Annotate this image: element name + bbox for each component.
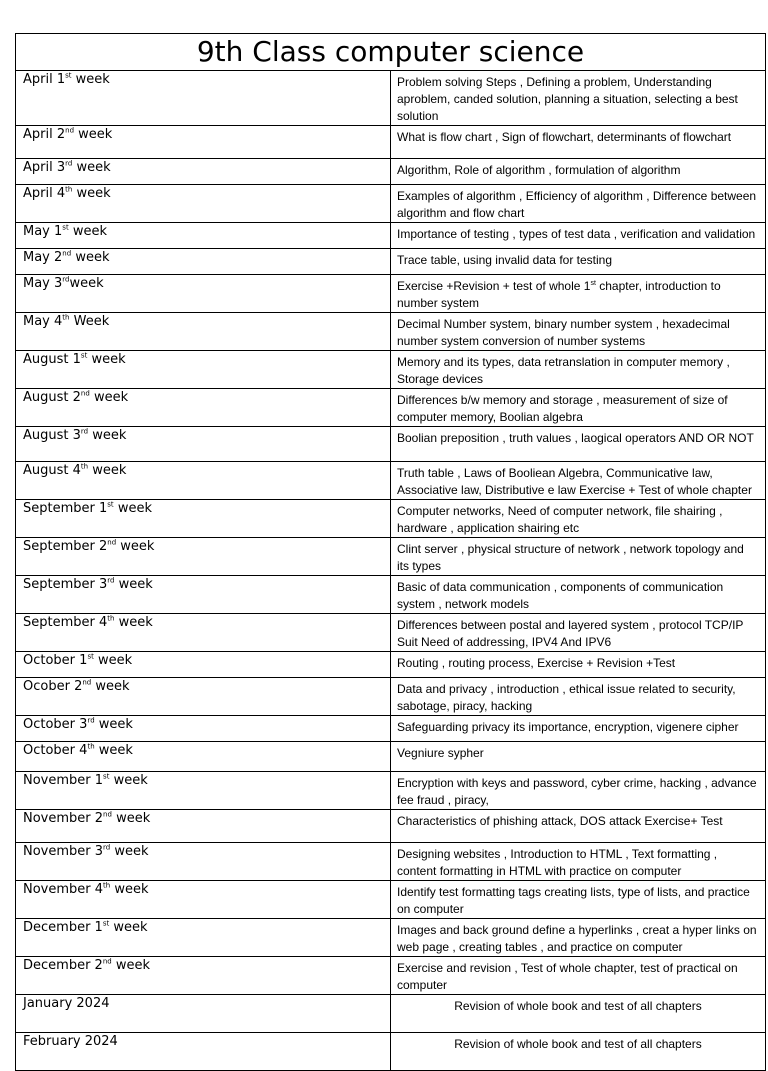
- week-word: Week: [69, 314, 110, 329]
- table-row: [16, 126, 766, 159]
- week-ordinal-suffix: nd: [80, 389, 90, 398]
- week-word: week: [110, 844, 149, 859]
- table-row: [16, 185, 766, 223]
- topic-cell: Truth table , Laws of Booliean Algebra, Communicative law, Associative law, Distributive e law Exercise + Test of whole chapter: [391, 462, 766, 500]
- table-row: [16, 538, 766, 576]
- week-number: 4: [54, 314, 63, 329]
- week-cell: [16, 275, 391, 313]
- week-ordinal-suffix: st: [62, 223, 69, 232]
- month-text: April: [23, 72, 57, 87]
- week-word: week: [71, 250, 110, 265]
- month-text: October: [23, 653, 80, 668]
- week-ordinal-suffix: nd: [102, 957, 112, 966]
- week-word: week: [74, 127, 113, 142]
- week-ordinal-suffix: rd: [65, 159, 73, 168]
- topic-cell: Decimal Number system, binary number system , hexadecimal number system conversion of number systems: [391, 313, 766, 351]
- week-ordinal-suffix: th: [87, 742, 95, 751]
- month-text: February 2024: [23, 1034, 118, 1049]
- week-cell: [16, 185, 391, 223]
- month-text: April: [23, 186, 57, 201]
- week-word: week: [91, 679, 130, 694]
- month-text: August: [23, 428, 73, 443]
- week-ordinal-suffix: nd: [103, 810, 112, 819]
- topic-cell: Revision of whole book and test of all chapters: [391, 995, 766, 1033]
- week-number: 1: [94, 920, 103, 935]
- ordinal-suffix: st: [590, 280, 596, 287]
- month-text: August: [23, 352, 73, 367]
- topic-cell: Differences between postal and layered system , protocol TCP/IP Suit Need of addressing, IPV4 And IPV6: [391, 614, 766, 652]
- week-cell: [16, 881, 391, 919]
- month-text: Ocober: [23, 679, 75, 694]
- table-row: [16, 71, 766, 126]
- topic-cell: Images and back ground define a hyperlinks , creat a hyper links on web page , creating tables , and practice on computer: [391, 919, 766, 957]
- topic-cell: Examples of algorithm , Efficiency of algorithm , Difference between algorithm and flow chart: [391, 185, 766, 223]
- week-number: 4: [72, 463, 81, 478]
- week-word: week: [114, 577, 153, 592]
- week-number: 3: [99, 577, 108, 592]
- week-cell: [16, 919, 391, 957]
- week-cell: [16, 313, 391, 351]
- week-number: 4: [99, 615, 108, 630]
- week-cell: [16, 772, 391, 810]
- week-word: week: [71, 72, 110, 87]
- topic-cell: Encryption with keys and password, cyber crime, hacking , advance fee fraud , piracy,: [391, 772, 766, 810]
- page-title: 9th Class computer science: [16, 34, 766, 71]
- week-word: week: [94, 743, 133, 758]
- month-text: November: [23, 811, 95, 826]
- week-ordinal-suffix: th: [80, 462, 89, 471]
- week-cell: [16, 71, 391, 126]
- month-text: May: [23, 224, 55, 239]
- week-ordinal-suffix: st: [107, 500, 114, 509]
- month-text: May: [23, 276, 55, 291]
- week-cell: [16, 957, 391, 995]
- month-text: October: [23, 743, 80, 758]
- week-cell: [16, 223, 391, 249]
- topic-cell: Algorithm, Role of algorithm , formulation of algorithm: [391, 159, 766, 185]
- month-text: August: [23, 463, 73, 478]
- week-number: 2: [54, 250, 63, 265]
- topic-cell: Data and privacy , introduction , ethical issue related to security, sabotage, piracy, hacking: [391, 678, 766, 716]
- week-number: 1: [72, 352, 81, 367]
- schedule-body: [16, 34, 766, 1071]
- table-row: [16, 843, 766, 881]
- table-row: [16, 223, 766, 249]
- week-ordinal-suffix: st: [80, 351, 88, 360]
- week-ordinal-suffix: nd: [82, 678, 92, 687]
- week-cell: [16, 351, 391, 389]
- week-number: 4: [56, 186, 66, 201]
- week-ordinal-suffix: rd: [107, 576, 115, 585]
- table-row: [16, 576, 766, 614]
- table-row: [16, 500, 766, 538]
- week-word: week: [94, 717, 133, 732]
- topic-cell: What is flow chart , Sign of flowchart, determinants of flowchart: [391, 126, 766, 159]
- topic-cell: Exercise +Revision + test of whole 1st chapter, introduction to number system: [391, 275, 766, 313]
- week-ordinal-suffix: th: [62, 313, 70, 322]
- topic-cell: Basic of data communication , components of communication system , network models: [391, 576, 766, 614]
- week-ordinal-suffix: st: [103, 772, 110, 781]
- week-word: week: [111, 811, 151, 826]
- week-number: 1: [79, 653, 88, 668]
- week-word: week: [87, 352, 126, 367]
- topic-cell: Differences b/w memory and storage , measurement of size of computer memory, Boolian algebra: [391, 389, 766, 427]
- week-ordinal-suffix: nd: [65, 126, 75, 135]
- month-text: April: [23, 160, 57, 175]
- table-row: [16, 742, 766, 772]
- week-ordinal-suffix: th: [103, 881, 111, 890]
- topic-cell: Identify test formatting tags creating lists, type of lists, and practice on computer: [391, 881, 766, 919]
- topic-cell: Safeguarding privacy its importance, encryption, vigenere cipher: [391, 716, 766, 742]
- week-word: week: [93, 653, 133, 668]
- week-cell: [16, 126, 391, 159]
- month-text: November: [23, 844, 95, 859]
- topic-cell: Designing websites , Introduction to HTML , Text formatting , content formatting in HTML with practice on computer: [391, 843, 766, 881]
- week-ordinal-suffix: th: [107, 614, 115, 623]
- month-text: December: [23, 920, 95, 935]
- table-row: [16, 810, 766, 843]
- week-number: 3: [56, 160, 66, 175]
- topic-cell: Vegniure sypher: [391, 742, 766, 772]
- topic-cell: Computer networks, Need of computer network, file shairing , hardware , application shairing etc: [391, 500, 766, 538]
- month-text: September: [23, 501, 99, 516]
- week-word: week: [111, 958, 151, 973]
- week-cell: [16, 538, 391, 576]
- week-cell: [16, 843, 391, 881]
- week-word: week: [88, 428, 127, 443]
- table-row: [16, 652, 766, 678]
- schedule-table: [15, 33, 766, 1071]
- week-number: 2: [74, 679, 83, 694]
- table-row: [16, 159, 766, 185]
- week-number: 3: [94, 844, 104, 859]
- month-text: May: [23, 250, 55, 265]
- week-word: week: [88, 463, 127, 478]
- month-text: September: [23, 577, 99, 592]
- week-ordinal-suffix: rd: [87, 716, 95, 725]
- topic-cell: Trace table, using invalid data for testing: [391, 249, 766, 275]
- week-cell: [16, 1033, 391, 1071]
- topic-cell: Problem solving Steps , Defining a problem, Understanding aproblem, canded solution, planning a situation, selecting a best solution: [391, 71, 766, 126]
- topic-cell: Exercise and revision , Test of whole chapter, test of practical on computer: [391, 957, 766, 995]
- week-word: week: [109, 920, 148, 935]
- week-number: 2: [94, 811, 104, 826]
- table-row: [16, 995, 766, 1033]
- week-word: week: [89, 390, 129, 405]
- week-ordinal-suffix: rd: [80, 427, 89, 436]
- week-cell: [16, 716, 391, 742]
- month-text: November: [23, 882, 95, 897]
- week-number: 1: [56, 72, 66, 87]
- table-row: [16, 249, 766, 275]
- week-cell: [16, 810, 391, 843]
- week-cell: [16, 427, 391, 462]
- table-row: [16, 427, 766, 462]
- week-number: 4: [79, 743, 88, 758]
- table-row: [16, 881, 766, 919]
- week-word: week: [69, 276, 104, 291]
- week-number: 3: [54, 276, 63, 291]
- table-row: [16, 462, 766, 500]
- month-text: December: [23, 958, 95, 973]
- week-number: 3: [72, 428, 81, 443]
- week-cell: [16, 995, 391, 1033]
- week-word: week: [116, 539, 155, 554]
- week-cell: [16, 742, 391, 772]
- week-word: week: [114, 615, 153, 630]
- week-ordinal-suffix: th: [65, 185, 73, 194]
- month-text: April: [23, 127, 57, 142]
- week-number: 1: [99, 501, 108, 516]
- month-text: August: [23, 390, 73, 405]
- week-cell: [16, 652, 391, 678]
- week-number: 2: [94, 958, 103, 973]
- week-number: 1: [54, 224, 63, 239]
- month-text: November: [23, 773, 95, 788]
- week-ordinal-suffix: rd: [103, 843, 111, 852]
- week-word: week: [113, 501, 152, 516]
- week-word: week: [110, 882, 149, 897]
- table-row: [16, 351, 766, 389]
- week-word: week: [109, 773, 148, 788]
- week-ordinal-suffix: st: [87, 652, 94, 661]
- week-cell: [16, 500, 391, 538]
- week-cell: [16, 614, 391, 652]
- week-cell: [16, 462, 391, 500]
- week-ordinal-suffix: st: [102, 919, 110, 928]
- week-ordinal-suffix: nd: [62, 249, 72, 258]
- week-ordinal-suffix: st: [65, 71, 72, 80]
- topic-cell: Characteristics of phishing attack, DOS attack Exercise+ Test: [391, 810, 766, 843]
- table-row: [16, 919, 766, 957]
- week-number: 4: [94, 882, 104, 897]
- table-row: [16, 614, 766, 652]
- topic-cell: Importance of testing , types of test data , verification and validation: [391, 223, 766, 249]
- week-cell: [16, 249, 391, 275]
- week-cell: [16, 678, 391, 716]
- topic-cell: Boolian preposition , truth values , laogical operators AND OR NOT: [391, 427, 766, 462]
- table-row: [16, 275, 766, 313]
- table-row: [16, 678, 766, 716]
- week-cell: [16, 576, 391, 614]
- table-row: [16, 389, 766, 427]
- month-text: September: [23, 539, 99, 554]
- table-row: [16, 1033, 766, 1071]
- table-row: [16, 716, 766, 742]
- week-word: week: [68, 224, 107, 239]
- month-text: September: [23, 615, 99, 630]
- title-row: [16, 34, 766, 71]
- table-row: [16, 313, 766, 351]
- week-word: week: [72, 160, 111, 175]
- week-number: 2: [56, 127, 66, 142]
- month-text: October: [23, 717, 80, 732]
- week-word: week: [72, 186, 111, 201]
- week-number: 2: [72, 390, 81, 405]
- table-row: [16, 957, 766, 995]
- week-ordinal-suffix: nd: [107, 538, 117, 547]
- week-number: 1: [94, 773, 104, 788]
- week-number: 2: [99, 539, 108, 554]
- topic-cell: Revision of whole book and test of all chapters: [391, 1033, 766, 1071]
- month-text: January 2024: [23, 996, 110, 1011]
- table-row: [16, 772, 766, 810]
- week-number: 3: [79, 717, 88, 732]
- week-cell: [16, 159, 391, 185]
- week-ordinal-suffix: rd: [62, 275, 70, 284]
- topic-cell: Memory and its types, data retranslation in computer memory , Storage devices: [391, 351, 766, 389]
- topic-cell: Routing , routing process, Exercise + Revision +Test: [391, 652, 766, 678]
- topic-cell: Clint server , physical structure of network , network topology and its types: [391, 538, 766, 576]
- month-text: May: [23, 314, 55, 329]
- week-cell: [16, 389, 391, 427]
